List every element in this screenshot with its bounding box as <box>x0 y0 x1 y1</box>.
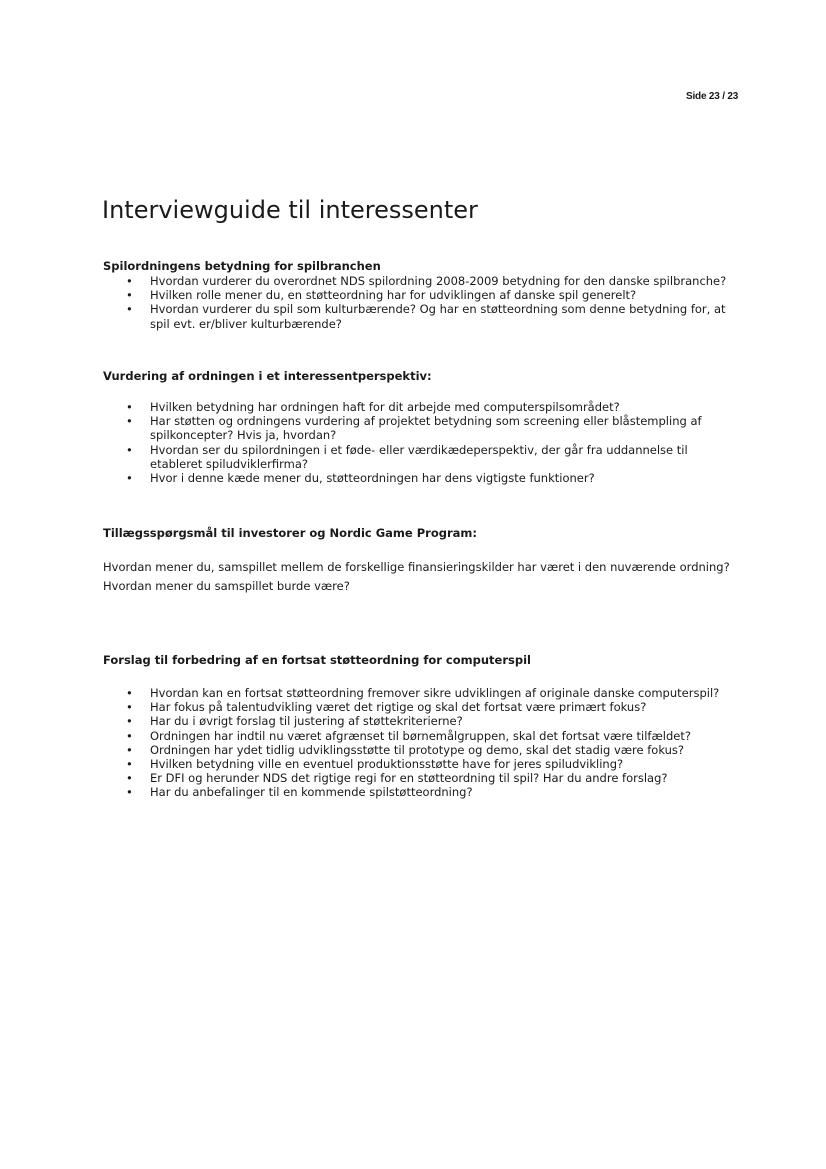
question-list <box>103 686 743 800</box>
list-item-text: Har fokus på talentudvikling været det rigtige og skal det fortsat være primært fokus? <box>150 700 647 715</box>
bullet-icon: • <box>126 714 133 729</box>
list-item <box>103 743 743 757</box>
list-item <box>103 288 743 302</box>
section-heading: Forslag til forbedring af en fortsat støtteordning for computerspil <box>103 653 531 667</box>
list-item-text: Hvilken betydning har ordningen haft for dit arbejde med computerspilsområdet? <box>150 400 620 414</box>
list-item-text: Har du anbefalinger til en kommende spilstøtteordning? <box>150 785 473 800</box>
paragraph: Hvordan mener du samspillet burde være? <box>103 579 350 593</box>
paragraph: Hvordan mener du, samspillet mellem de forskellige finansieringskilder har været i den nuværende ordning? <box>103 560 730 574</box>
bullet-icon: • <box>126 274 133 288</box>
bullet-icon: • <box>126 471 133 486</box>
section-heading: Spilordningens betydning for spilbranchen <box>103 259 381 273</box>
page-number: Side 23 / 23 <box>686 91 739 102</box>
list-item <box>103 274 743 288</box>
list-item-text: Hvordan vurderer du overordnet NDS spilordning 2008-2009 betydning for den danske spilbranche? <box>150 274 727 288</box>
bullet-icon: • <box>126 442 133 457</box>
bullet-icon: • <box>126 288 133 303</box>
bullet-icon: • <box>126 400 133 414</box>
list-item <box>103 443 743 471</box>
question-list <box>103 400 743 485</box>
list-item <box>103 785 743 799</box>
bullet-icon: • <box>126 757 133 772</box>
list-item-text: Hvilken betydning ville en eventuel produktionsstøtte have for jeres spiludvikling? <box>150 757 624 772</box>
section-forslag-forbedring <box>103 653 743 800</box>
section-tillaegsspoergsmaal <box>103 526 743 596</box>
paragraph-block <box>103 558 743 596</box>
list-item-text: Hvordan kan en fortsat støtteordning fremover sikre udviklingen af originale danske computerspil? <box>150 686 720 700</box>
section-heading: Vurdering af ordningen i et interessentperspektiv: <box>103 369 432 383</box>
list-item <box>103 771 743 785</box>
list-item <box>103 757 743 771</box>
list-item <box>103 414 743 442</box>
list-item <box>103 471 743 485</box>
list-item-text: Ordningen har ydet tidlig udviklingsstøtte til prototype og demo, skal det stadig være fokus? <box>150 742 685 757</box>
list-item <box>103 700 743 714</box>
list-item-text: Hvordan vurderer du spil som kulturbærende? Og har en støtteordning som denne betydning for, at spil evt. er/bliver kulturbærende? <box>150 302 726 331</box>
section-vurdering-interessentperspektiv <box>103 369 743 485</box>
list-item-text: Hvor i denne kæde mener du, støtteordningen har dens vigtigste funktioner? <box>150 471 595 486</box>
question-list <box>103 274 743 331</box>
list-item-text: Ordningen har indtil nu været afgrænset til børnemålgruppen, skal det fortsat være tilfældet? <box>150 728 691 743</box>
bullet-icon: • <box>126 302 133 317</box>
section-heading: Tillægsspørgsmål til investorer og Nordic Game Program: <box>103 526 477 540</box>
list-item-text: Har støtten og ordningens vurdering af projektet betydning som screening eller blåstempling af spilkoncepter? Hvis ja, hvordan? <box>150 414 702 443</box>
bullet-icon: • <box>126 785 133 800</box>
list-item <box>103 302 743 330</box>
list-item <box>103 686 743 700</box>
bullet-icon: • <box>126 414 133 429</box>
list-item <box>103 729 743 743</box>
list-item-text: Har du i øvrigt forslag til justering af støttekriterierne? <box>150 714 463 729</box>
bullet-icon: • <box>126 771 133 786</box>
page-title: Interviewguide til interessenter <box>102 196 478 224</box>
list-item-text: Hvordan ser du spilordningen i et føde- eller værdikædeperspektiv, der går fra uddannelse til etableret spiludviklerfirma? <box>150 442 688 471</box>
bullet-icon: • <box>126 700 133 715</box>
section-spilordningens-betydning <box>103 259 743 331</box>
bullet-icon: • <box>126 742 133 757</box>
list-item-text: Hvilken rolle mener du, en støtteordning har for udviklingen af danske spil generelt? <box>150 288 637 303</box>
list-item <box>103 400 743 414</box>
bullet-icon: • <box>126 728 133 743</box>
list-item <box>103 714 743 728</box>
bullet-icon: • <box>126 686 133 700</box>
list-item-text: Er DFI og herunder NDS det rigtige regi for en støtteordning til spil? Har du andre forslag? <box>150 771 668 786</box>
